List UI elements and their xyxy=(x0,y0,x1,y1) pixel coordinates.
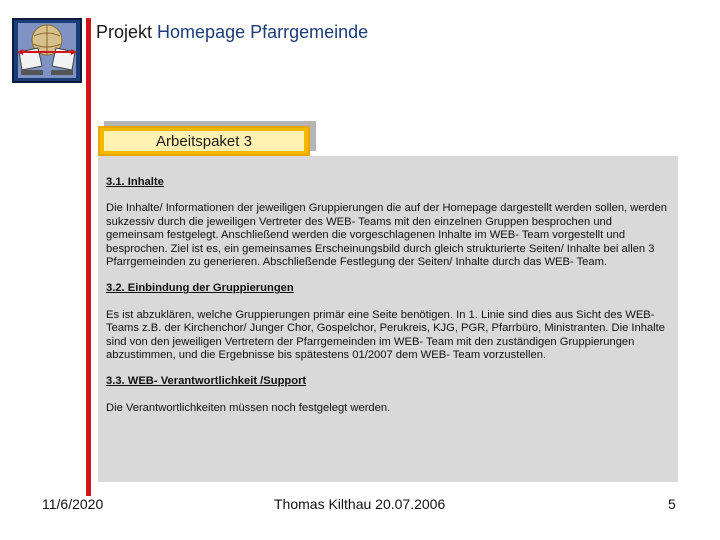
title-accent: Homepage Pfarrgemeinde xyxy=(157,22,369,42)
section-heading-gruppierungen: 3.2. Einbindung der Gruppierungen xyxy=(106,282,294,295)
footer-date: 11/6/2020 xyxy=(42,496,104,512)
section-body-gruppierungen: Es ist abzuklären, welche Gruppierungen primär eine Seite benötigen. In 1. Linie sind dies aus Sicht des WEB- Teams z.B. der Kirchenchor/ Junger Chor, Gospelchor, Perukreis, KJG, PGR, Pfarrbüro, Ministranten. Die Inhalte sind von den jeweiligen Vertretern der Pfarrgemeinden im WEB- Team mit den zuständigen Gruppierungen abzustimmen, und die Ergebnisse bis spätestens 01/2007 dem WEB- Team vorzustellen. xyxy=(106,308,665,362)
section-heading-inhalte: 3.1. Inhalte xyxy=(106,176,164,188)
section-body-support: Die Verantwortlichkeiten müssen noch festgelegt werden. xyxy=(106,401,391,414)
page-number: 5 xyxy=(668,496,676,512)
accent-bar xyxy=(86,18,91,496)
section-heading-support: 3.3. WEB- Verantwortlichkeit /Support xyxy=(106,375,307,388)
content-body xyxy=(106,176,672,428)
work-package-box xyxy=(98,126,310,156)
logo-icon xyxy=(12,18,82,83)
section-body-inhalte: Die Inhalte/ Informationen der jeweiligen Gruppierungen die auf der Homepage dargestellt werden sollen, werden sukzessiv durch die jeweiligen Vertreter des WEB- Teams mit den einzelnen Gruppen besprochen und gemeinsam festgelegt. Anschließend werden die vorgeschlagenen Inhalte im WEB- Team vorgestellt und besprochen. Ziel ist es, ein gemeinsames Erscheinungsbild durch gleich strukturierte Seiten/ Inhalte bei allen 3 Pfarrgemeinden zu generieren. Abschließende Festlegung der Seiten/ Inhalte durch das WEB- Team. xyxy=(106,202,667,269)
page-title xyxy=(96,22,368,43)
title-prefix: Projekt xyxy=(96,22,153,42)
footer-author: Thomas Kilthau 20.07.2006 xyxy=(274,496,446,512)
work-package-label: Arbeitspaket 3 xyxy=(156,132,252,150)
